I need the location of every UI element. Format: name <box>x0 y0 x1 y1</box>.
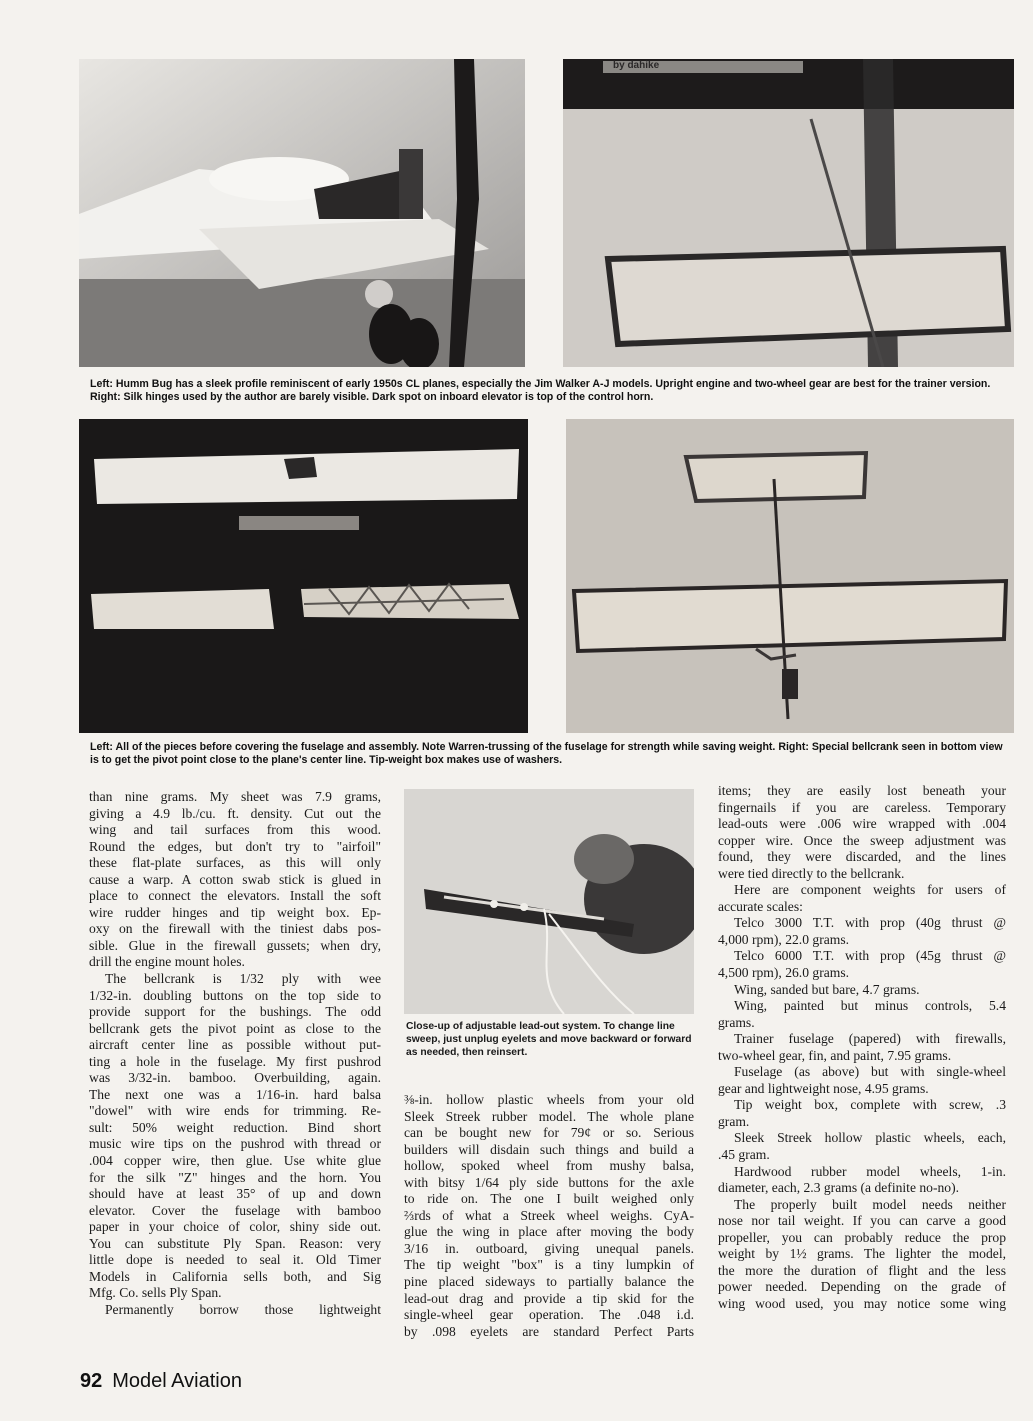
caption-top: Left: Humm Bug has a sleek profile reminiscent of early 1950s CL planes, especially the Jim Walker A-J models. Upright engine and two-wheel gear are best for the trainer version. Right: Silk hinges used by the author are barely visible. Dark spot on inboard elevator is top of the control horn. <box>90 378 991 403</box>
photo-lead-out-closeup <box>404 789 694 1014</box>
text-line: than nine grams. My sheet was 7.9 grams, <box>89 789 381 804</box>
text-line: .45 gram. <box>718 1147 770 1163</box>
text-line: The next one was a 1/16-in. hard balsa <box>89 1086 381 1102</box>
text-line: hollow, spoked wheel from mushy balsa, <box>404 1158 694 1174</box>
text-line: weight by 1½ grams. The lighter the model, <box>718 1246 1006 1262</box>
photo-humm-bug-profile <box>79 59 525 367</box>
text-line: with bitsy 1/64 ply side buttons for the axle <box>404 1174 694 1190</box>
text-line: drill the engine mount holes. <box>89 954 245 970</box>
text-line: diameter, each, 2.3 grams (a definite no-no). <box>718 1180 960 1196</box>
text-line: bellcrank gets the pivot point as close to the <box>89 1020 381 1036</box>
text-line: Tip weight box, complete with screw, .3 <box>734 1097 1006 1113</box>
text-line: power needed. Depending on the grade of <box>718 1279 1006 1295</box>
text-line: wing wood used, you may notice some wing <box>718 1295 1006 1311</box>
photo-bellcrank-bottom-view <box>566 419 1014 733</box>
text-line: pine placed sideways to partially balance the <box>404 1274 694 1290</box>
text-line: to ride on. The one I built weighed only <box>404 1191 694 1207</box>
page-number: 92 <box>80 1370 103 1392</box>
text-line: Telco 3000 T.T. with prop (40g thrust @ <box>734 915 1006 931</box>
text-line: the more the duration of flight and the less <box>718 1262 1006 1278</box>
text-line: .004 copper wire, then glue. Use white glue <box>89 1153 381 1169</box>
text-line: lead-out drag and provide a tip skid for the <box>404 1290 694 1306</box>
text-line: can be bought new for 79¢ or so. Serious <box>404 1125 694 1141</box>
text-line: Here are component weights for users of <box>734 882 1006 898</box>
text-line: Hardwood rubber model wheels, 1-in. <box>734 1163 1006 1179</box>
text-line: wing and tail surfaces from this wood. <box>89 822 381 838</box>
text-line: gram. <box>718 1113 750 1129</box>
text-line: glue the wing in place after moving the body <box>404 1224 694 1240</box>
text-line: by .098 eyelets are standard Perfect Parts <box>404 1323 694 1339</box>
text-line: grams. <box>718 1014 755 1030</box>
text-line: items; they are easily lost beneath your <box>718 783 1006 798</box>
text-line: Permanently borrow those lightweight <box>105 1301 381 1317</box>
text-line: was 3/32-in. bamboo. Overbuilding, again. <box>89 1070 381 1086</box>
article-column-1 <box>89 789 381 1319</box>
text-line: little dope is needed to seal it. Old Timer <box>89 1252 381 1268</box>
text-line: accurate scales: <box>718 898 803 914</box>
text-line: lead-outs were .006 wire wrapped with .004 <box>718 816 1006 832</box>
text-line: elevator. Cover the fuselage with bamboo <box>89 1202 381 1218</box>
text-line: You can substitute Ply Span. Reason: very <box>89 1235 381 1251</box>
text-line: Wing, painted but minus controls, 5.4 <box>734 998 1006 1014</box>
text-line: The bellcrank is 1/32 ply with wee <box>105 971 381 987</box>
text-line: Fuselage (as above) but with single-wheel <box>734 1064 1006 1080</box>
text-line: ting a hole in the fuselage. My first pushrod <box>89 1053 381 1069</box>
article-column-2 <box>404 1092 694 1340</box>
article-column-3 <box>718 783 1006 1313</box>
photo-credit-tag: by dahike <box>613 60 660 71</box>
text-line: 4,500 rpm), 26.0 grams. <box>718 965 850 981</box>
text-line: paper in your choice of color, shiny side out. <box>89 1219 381 1235</box>
text-line: builders will disdain such things and build a <box>404 1141 694 1157</box>
text-line: oxy on the firewall with the tiniest dabs pos- <box>89 921 381 937</box>
text-line: ⅔rds of what a Streek wheel weighs. CyA- <box>404 1207 694 1223</box>
photo-silk-hinges <box>563 59 1014 367</box>
text-line: 1/32-in. doubling buttons on the top side to <box>89 987 381 1003</box>
magazine-name: Model Aviation <box>112 1370 242 1392</box>
text-line: single-wheel gear operation. The .048 i.d. <box>404 1307 694 1323</box>
text-line: place to connect the elevators. Install the soft <box>89 888 381 904</box>
text-line: Sleek Streek rubber model. The whole plane <box>404 1108 694 1124</box>
text-line: were tied directly to the bellcrank. <box>718 865 905 881</box>
text-line: propeller, you can probably reduce the prop <box>718 1229 1006 1245</box>
text-line: Wing, sanded but bare, 4.7 grams. <box>734 981 920 997</box>
caption-inline: Close-up of adjustable lead-out system. To change line sweep, just unplug eyelets and move backward or forward as needed, then reinsert. <box>406 1021 692 1058</box>
text-line: ⅜-in. hollow plastic wheels from your old <box>404 1092 694 1107</box>
text-line: found, they were discarded, and the lines <box>718 849 1006 865</box>
text-line: sible. Glue in the firewall gussets; when dry, <box>89 937 381 953</box>
text-line: The properly built model needs neither <box>734 1196 1006 1212</box>
text-line: gear and lightweight nose, 4.95 grams. <box>718 1080 929 1096</box>
text-line: Mfg. Co. sells Ply Span. <box>89 1285 222 1301</box>
text-line: Telco 6000 T.T. with prop (45g thrust @ <box>734 948 1006 964</box>
text-line: should have at least 35° of up and down <box>89 1186 381 1202</box>
text-line: Sleek Streek hollow plastic wheels, each, <box>734 1130 1006 1146</box>
text-line: The tip weight "box" is a tiny lumpkin of <box>404 1257 694 1273</box>
text-line: cause a warp. A cotton swab stick is glued in <box>89 871 381 887</box>
text-line: music wire tips on the pushrod with thread or <box>89 1136 381 1152</box>
text-line: wire rudder hinges and tip weight box. Ep- <box>89 904 381 920</box>
caption-middle: Left: All of the pieces before covering the fuselage and assembly. Note Warren-trussing of the fuselage for strength while saving weight. Right: Special bellcrank seen in bottom view is to get the pivot point close to the plane's center line. Tip-weight box makes use of washers. <box>90 741 1003 766</box>
text-line: provide support for the bushings. The odd <box>89 1004 381 1020</box>
text-line: for the silk "Z" hinges and the horn. You <box>89 1169 381 1185</box>
text-line: 4,000 rpm), 22.0 grams. <box>718 931 850 947</box>
text-line: Trainer fuselage (papered) with firewalls, <box>734 1031 1006 1047</box>
text-line: Round the edges, but don't try to "airfoil" <box>89 838 381 854</box>
text-line: giving a 4.9 lb./cu. ft. density. Cut out the <box>89 805 381 821</box>
text-line: 3/16 in. outboard, giving unequal panels. <box>404 1240 694 1256</box>
photo-pieces-before-covering <box>79 419 528 733</box>
text-line: two-wheel gear, fin, and paint, 7.95 grams. <box>718 1047 952 1063</box>
text-line: these flat-plate surfaces, as this will only <box>89 855 381 871</box>
text-line: aircraft center line as possible without put- <box>89 1037 381 1053</box>
text-line: nose nor tail weight. If you can carve a good <box>718 1213 1006 1229</box>
text-line: fingernails if you are careless. Temporary <box>718 799 1006 815</box>
page-footer <box>80 1370 242 1393</box>
text-line: copper wire. Once the sweep adjustment was <box>718 832 1006 848</box>
text-line: "dowel" with wire ends for trimming. Re- <box>89 1103 381 1119</box>
text-line: Models in California sells both, and Sig <box>89 1268 381 1284</box>
text-line: sult: 50% weight reduction. Bind short <box>89 1119 381 1135</box>
